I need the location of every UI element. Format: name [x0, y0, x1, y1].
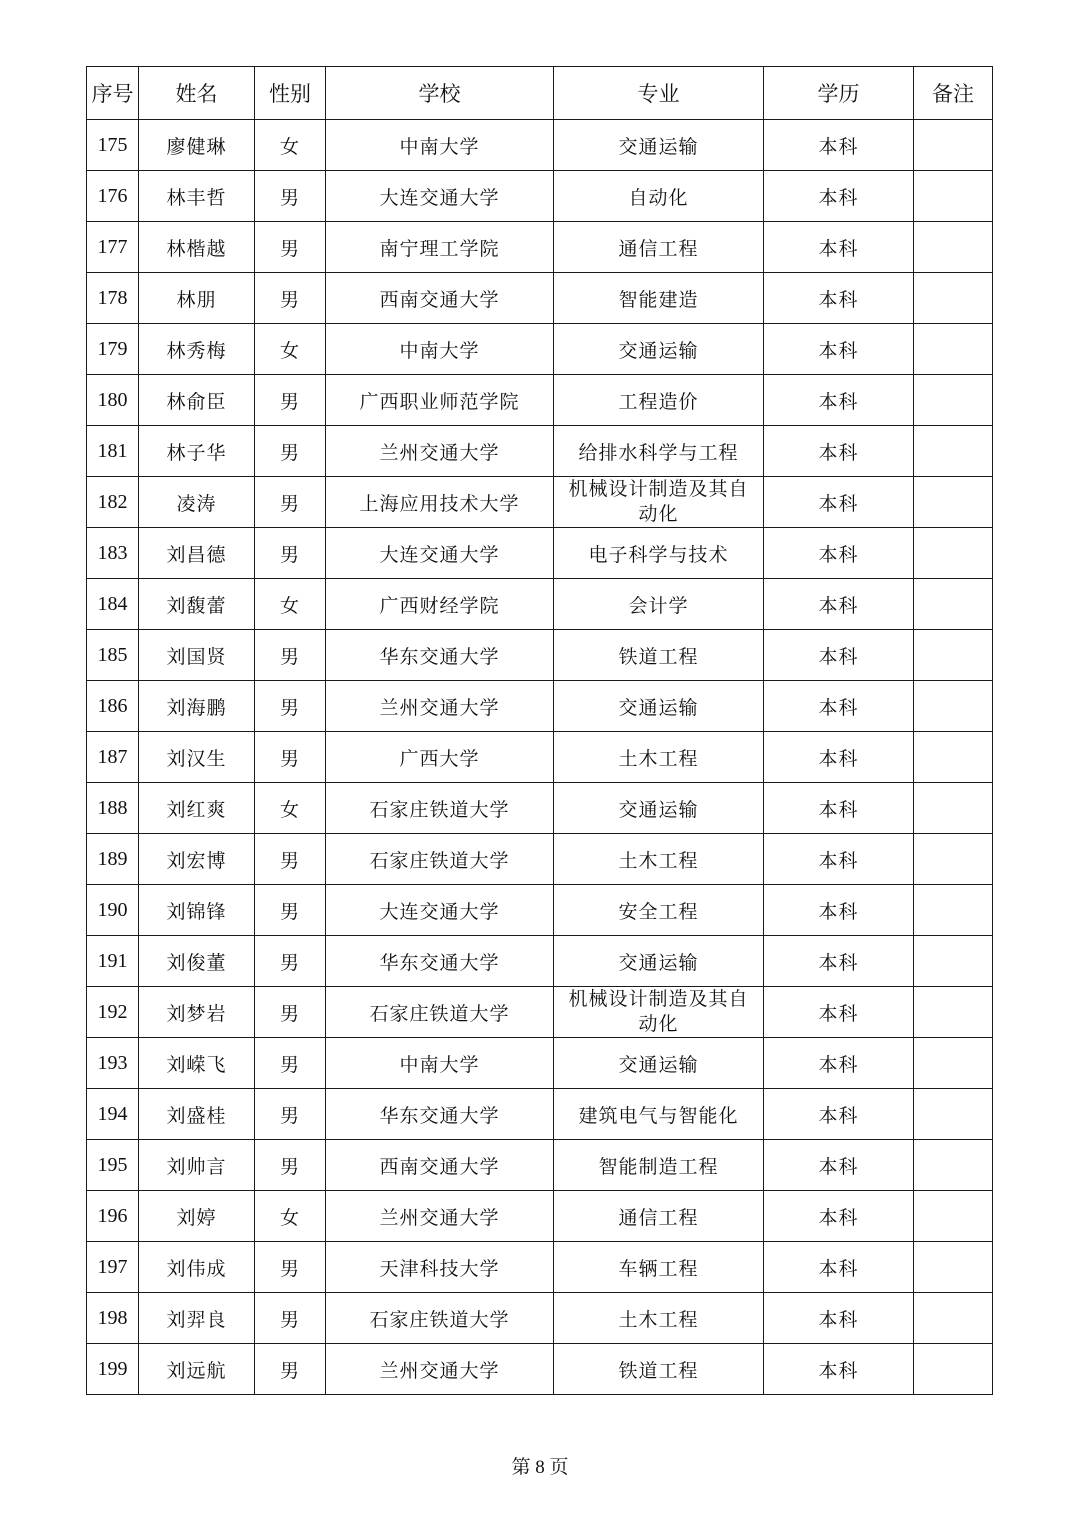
- cell-gender: 男: [255, 732, 326, 783]
- cell-name: 刘海鹏: [139, 681, 255, 732]
- cell-num: 189: [87, 834, 139, 885]
- table-row: [87, 834, 993, 885]
- table-row: [87, 426, 993, 477]
- cell-degree: 本科: [764, 1089, 914, 1140]
- cell-gender: 男: [255, 222, 326, 273]
- cell-degree: 本科: [764, 885, 914, 936]
- cell-major: 交通运输: [554, 783, 764, 834]
- cell-note: [914, 681, 993, 732]
- cell-school: 石家庄铁道大学: [326, 987, 554, 1038]
- cell-gender: 男: [255, 273, 326, 324]
- cell-gender: 男: [255, 1293, 326, 1344]
- cell-num: 186: [87, 681, 139, 732]
- cell-major: 工程造价: [554, 375, 764, 426]
- cell-school: 天津科技大学: [326, 1242, 554, 1293]
- cell-major: 交通运输: [554, 1038, 764, 1089]
- cell-school: 兰州交通大学: [326, 1344, 554, 1395]
- cell-school: 西南交通大学: [326, 273, 554, 324]
- cell-gender: 男: [255, 885, 326, 936]
- cell-name: 刘红爽: [139, 783, 255, 834]
- cell-note: [914, 834, 993, 885]
- cell-school: 上海应用技术大学: [326, 477, 554, 528]
- cell-note: [914, 732, 993, 783]
- cell-degree: 本科: [764, 579, 914, 630]
- roster-body: [87, 120, 993, 1395]
- cell-name: 林丰哲: [139, 171, 255, 222]
- cell-major: 通信工程: [554, 1191, 764, 1242]
- cell-name: 刘国贤: [139, 630, 255, 681]
- cell-num: 196: [87, 1191, 139, 1242]
- cell-name: 刘俊董: [139, 936, 255, 987]
- cell-school: 华东交通大学: [326, 1089, 554, 1140]
- cell-num: 191: [87, 936, 139, 987]
- cell-name: 刘锦锋: [139, 885, 255, 936]
- cell-major: 机械设计制造及其自动化: [554, 987, 764, 1038]
- cell-note: [914, 273, 993, 324]
- cell-note: [914, 936, 993, 987]
- page-number: 第 8 页: [511, 1457, 569, 1478]
- cell-num: 179: [87, 324, 139, 375]
- cell-gender: 女: [255, 579, 326, 630]
- cell-name: 刘伟成: [139, 1242, 255, 1293]
- cell-degree: 本科: [764, 1038, 914, 1089]
- cell-note: [914, 885, 993, 936]
- table-row: [87, 1038, 993, 1089]
- cell-degree: 本科: [764, 426, 914, 477]
- cell-gender: 男: [255, 1344, 326, 1395]
- table-row: [87, 936, 993, 987]
- cell-major: 智能建造: [554, 273, 764, 324]
- table-row: [87, 987, 993, 1038]
- cell-note: [914, 1140, 993, 1191]
- cell-degree: 本科: [764, 1242, 914, 1293]
- cell-degree: 本科: [764, 834, 914, 885]
- cell-num: 183: [87, 528, 139, 579]
- cell-major: 交通运输: [554, 120, 764, 171]
- cell-name: 凌涛: [139, 477, 255, 528]
- cell-school: 西南交通大学: [326, 1140, 554, 1191]
- cell-degree: 本科: [764, 630, 914, 681]
- cell-degree: 本科: [764, 375, 914, 426]
- cell-gender: 男: [255, 936, 326, 987]
- cell-note: [914, 579, 993, 630]
- cell-name: 林秀梅: [139, 324, 255, 375]
- cell-gender: 女: [255, 120, 326, 171]
- cell-degree: 本科: [764, 222, 914, 273]
- cell-major: 土木工程: [554, 1293, 764, 1344]
- cell-num: 184: [87, 579, 139, 630]
- cell-note: [914, 1293, 993, 1344]
- cell-num: 176: [87, 171, 139, 222]
- cell-school: 广西职业师范学院: [326, 375, 554, 426]
- cell-major: 电子科学与技术: [554, 528, 764, 579]
- cell-note: [914, 477, 993, 528]
- cell-major: 给排水科学与工程: [554, 426, 764, 477]
- cell-major: 智能制造工程: [554, 1140, 764, 1191]
- table-row: [87, 222, 993, 273]
- cell-major: 交通运输: [554, 324, 764, 375]
- cell-name: 廖健琳: [139, 120, 255, 171]
- cell-num: 185: [87, 630, 139, 681]
- cell-school: 兰州交通大学: [326, 426, 554, 477]
- table-row: [87, 528, 993, 579]
- cell-note: [914, 171, 993, 222]
- cell-note: [914, 426, 993, 477]
- cell-major: 土木工程: [554, 834, 764, 885]
- cell-num: 190: [87, 885, 139, 936]
- cell-num: 193: [87, 1038, 139, 1089]
- cell-num: 197: [87, 1242, 139, 1293]
- cell-school: 华东交通大学: [326, 630, 554, 681]
- cell-school: 中南大学: [326, 324, 554, 375]
- cell-name: 林子华: [139, 426, 255, 477]
- cell-school: 华东交通大学: [326, 936, 554, 987]
- cell-num: 195: [87, 1140, 139, 1191]
- cell-major: 通信工程: [554, 222, 764, 273]
- cell-note: [914, 987, 993, 1038]
- header-name: 姓名: [139, 67, 255, 120]
- header-school: 学校: [326, 67, 554, 120]
- cell-major: 铁道工程: [554, 1344, 764, 1395]
- cell-major: 建筑电气与智能化: [554, 1089, 764, 1140]
- cell-degree: 本科: [764, 1344, 914, 1395]
- cell-gender: 男: [255, 681, 326, 732]
- cell-school: 兰州交通大学: [326, 1191, 554, 1242]
- cell-num: 177: [87, 222, 139, 273]
- cell-degree: 本科: [764, 477, 914, 528]
- cell-num: 180: [87, 375, 139, 426]
- table-row: [87, 579, 993, 630]
- cell-major: 交通运输: [554, 681, 764, 732]
- table-row: [87, 477, 993, 528]
- cell-note: [914, 1089, 993, 1140]
- cell-major: 土木工程: [554, 732, 764, 783]
- cell-school: 大连交通大学: [326, 885, 554, 936]
- cell-degree: 本科: [764, 120, 914, 171]
- cell-note: [914, 1242, 993, 1293]
- cell-school: 石家庄铁道大学: [326, 783, 554, 834]
- cell-degree: 本科: [764, 171, 914, 222]
- cell-school: 石家庄铁道大学: [326, 834, 554, 885]
- cell-school: 广西财经学院: [326, 579, 554, 630]
- table-row: [87, 1242, 993, 1293]
- cell-degree: 本科: [764, 783, 914, 834]
- cell-num: 182: [87, 477, 139, 528]
- cell-school: 南宁理工学院: [326, 222, 554, 273]
- cell-num: 198: [87, 1293, 139, 1344]
- cell-degree: 本科: [764, 936, 914, 987]
- cell-num: 188: [87, 783, 139, 834]
- cell-note: [914, 120, 993, 171]
- cell-gender: 男: [255, 1242, 326, 1293]
- cell-school: 中南大学: [326, 120, 554, 171]
- table-row: [87, 630, 993, 681]
- cell-major: 自动化: [554, 171, 764, 222]
- cell-school: 中南大学: [326, 1038, 554, 1089]
- table-row: [87, 783, 993, 834]
- cell-num: 199: [87, 1344, 139, 1395]
- header-note: 备注: [914, 67, 993, 120]
- cell-school: 大连交通大学: [326, 171, 554, 222]
- cell-name: 刘羿良: [139, 1293, 255, 1344]
- cell-gender: 男: [255, 1038, 326, 1089]
- cell-gender: 女: [255, 1191, 326, 1242]
- cell-name: 刘梦岩: [139, 987, 255, 1038]
- cell-name: 林楷越: [139, 222, 255, 273]
- cell-name: 刘馥蕾: [139, 579, 255, 630]
- cell-name: 刘宏博: [139, 834, 255, 885]
- header-major: 专业: [554, 67, 764, 120]
- table-row: [87, 375, 993, 426]
- cell-gender: 男: [255, 987, 326, 1038]
- cell-school: 广西大学: [326, 732, 554, 783]
- cell-gender: 男: [255, 1089, 326, 1140]
- roster-table: [86, 66, 993, 1395]
- cell-num: 187: [87, 732, 139, 783]
- cell-school: 兰州交通大学: [326, 681, 554, 732]
- cell-degree: 本科: [764, 1191, 914, 1242]
- cell-gender: 男: [255, 426, 326, 477]
- table-row: [87, 1293, 993, 1344]
- cell-name: 刘盛桂: [139, 1089, 255, 1140]
- cell-note: [914, 375, 993, 426]
- cell-major: 安全工程: [554, 885, 764, 936]
- cell-gender: 男: [255, 1140, 326, 1191]
- cell-major: 会计学: [554, 579, 764, 630]
- cell-name: 刘嵘飞: [139, 1038, 255, 1089]
- cell-degree: 本科: [764, 1293, 914, 1344]
- cell-degree: 本科: [764, 273, 914, 324]
- cell-degree: 本科: [764, 732, 914, 783]
- cell-name: 刘婷: [139, 1191, 255, 1242]
- table-row: [87, 324, 993, 375]
- cell-gender: 男: [255, 630, 326, 681]
- cell-num: 181: [87, 426, 139, 477]
- cell-note: [914, 528, 993, 579]
- header-row: [87, 67, 993, 120]
- table-row: [87, 681, 993, 732]
- cell-note: [914, 1344, 993, 1395]
- cell-name: 刘帅言: [139, 1140, 255, 1191]
- table-row: [87, 732, 993, 783]
- table-row: [87, 1344, 993, 1395]
- table-row: [87, 120, 993, 171]
- cell-note: [914, 222, 993, 273]
- cell-degree: 本科: [764, 1140, 914, 1191]
- cell-name: 刘远航: [139, 1344, 255, 1395]
- table-row: [87, 1140, 993, 1191]
- cell-note: [914, 783, 993, 834]
- cell-degree: 本科: [764, 987, 914, 1038]
- cell-gender: 女: [255, 324, 326, 375]
- table-row: [87, 1191, 993, 1242]
- table-row: [87, 885, 993, 936]
- cell-note: [914, 1191, 993, 1242]
- cell-major: 车辆工程: [554, 1242, 764, 1293]
- table-row: [87, 273, 993, 324]
- cell-gender: 男: [255, 375, 326, 426]
- cell-name: 林朋: [139, 273, 255, 324]
- cell-note: [914, 1038, 993, 1089]
- cell-note: [914, 324, 993, 375]
- cell-num: 194: [87, 1089, 139, 1140]
- header-num: 序号: [87, 67, 139, 120]
- cell-degree: 本科: [764, 681, 914, 732]
- cell-school: 大连交通大学: [326, 528, 554, 579]
- cell-gender: 男: [255, 834, 326, 885]
- header-degree: 学历: [764, 67, 914, 120]
- header-gender: 性别: [255, 67, 326, 120]
- cell-num: 175: [87, 120, 139, 171]
- cell-num: 178: [87, 273, 139, 324]
- cell-name: 林俞臣: [139, 375, 255, 426]
- cell-gender: 男: [255, 477, 326, 528]
- cell-gender: 男: [255, 171, 326, 222]
- cell-gender: 男: [255, 528, 326, 579]
- cell-major: 机械设计制造及其自动化: [554, 477, 764, 528]
- cell-gender: 女: [255, 783, 326, 834]
- cell-major: 交通运输: [554, 936, 764, 987]
- cell-major: 铁道工程: [554, 630, 764, 681]
- table-row: [87, 171, 993, 222]
- cell-name: 刘汉生: [139, 732, 255, 783]
- cell-num: 192: [87, 987, 139, 1038]
- table-row: [87, 1089, 993, 1140]
- cell-degree: 本科: [764, 528, 914, 579]
- cell-degree: 本科: [764, 324, 914, 375]
- cell-school: 石家庄铁道大学: [326, 1293, 554, 1344]
- cell-name: 刘昌德: [139, 528, 255, 579]
- cell-note: [914, 630, 993, 681]
